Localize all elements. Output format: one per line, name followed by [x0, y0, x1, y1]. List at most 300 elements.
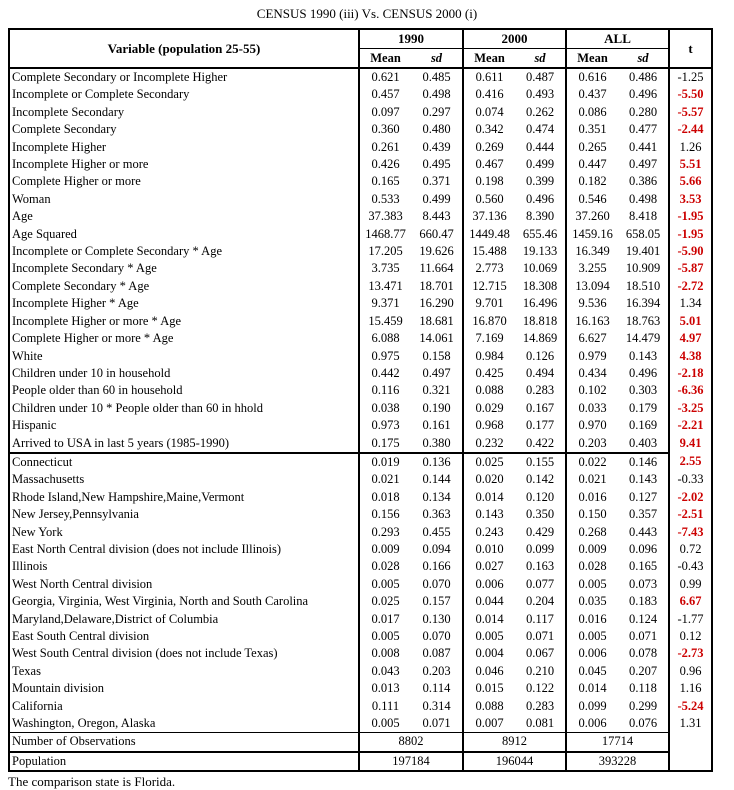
t-value: -3.25: [669, 400, 712, 417]
mean-1990: 0.533: [359, 191, 411, 208]
variable-label: Complete Secondary: [12, 122, 117, 137]
mean-1990: 0.975: [359, 348, 411, 365]
variable-label: Texas: [12, 663, 41, 678]
sd-2000: 0.155: [515, 453, 566, 471]
variable-label: Maryland,Delaware,District of Columbia: [12, 611, 219, 626]
mean-all: 0.086: [566, 104, 618, 121]
sd-1990: 0.499: [422, 191, 451, 206]
sd-all: 0.073: [628, 576, 658, 591]
mean-all: 37.260: [566, 208, 618, 225]
mean-1990: 9.371: [359, 295, 411, 312]
sd-1990: 0.495: [422, 157, 451, 172]
mean-1990: 6.088: [359, 330, 411, 347]
sd-1990: 18.701: [419, 278, 454, 293]
sd-1990: 0.498: [422, 87, 451, 102]
mean-2000: 0.088: [463, 698, 515, 715]
variable-label: Complete Secondary * Age: [12, 278, 150, 293]
sd-all: 0.071: [628, 629, 658, 643]
t-value: 5.66: [669, 173, 712, 190]
mean-2000: 0.004: [463, 645, 515, 662]
t-value: -2.73: [669, 645, 712, 662]
mean-all: 0.203: [566, 435, 618, 453]
table-row: [9, 173, 712, 190]
t-value: -7.43: [669, 524, 712, 541]
sd-all: 8.418: [628, 209, 658, 224]
column-header-t: t: [669, 29, 712, 68]
mean-all: 0.150: [566, 506, 618, 523]
t-empty-cell: [669, 733, 712, 771]
variable-label: Incomplete or Complete Secondary: [12, 87, 190, 102]
t-value: 4.38: [669, 348, 712, 365]
mean-2000: 0.243: [463, 524, 515, 541]
sd-1990: 0.485: [422, 70, 451, 84]
t-value: -6.36: [669, 382, 712, 399]
t-value: -5.50: [669, 86, 712, 103]
footnote: The comparison state is Florida.: [8, 774, 176, 790]
table-row: [9, 68, 712, 86]
mean-1990: 0.013: [359, 680, 411, 697]
sd-2000: 0.283: [525, 383, 555, 398]
table-row: [9, 86, 712, 103]
mean-2000: 0.020: [463, 471, 515, 488]
sd-all: 0.496: [628, 365, 658, 380]
sd-2000: 0.204: [525, 594, 555, 609]
mean-2000: 16.870: [463, 313, 515, 330]
sd-all: 0.299: [628, 698, 658, 713]
mean-1990: 0.009: [359, 541, 411, 558]
variable-label: East North Central division (does not include Illinois): [12, 541, 282, 556]
t-value: -2.72: [669, 278, 712, 295]
t-value: -2.21: [669, 417, 712, 434]
variable-label: White: [12, 348, 43, 363]
mean-1990: 0.175: [359, 435, 411, 453]
mean-all: 0.437: [566, 86, 618, 103]
summary-1990: 197184: [359, 752, 463, 771]
sd-all: 0.183: [628, 594, 658, 609]
sd-1990: 0.070: [422, 629, 451, 643]
mean-all: 0.006: [566, 715, 618, 733]
sd-all: 0.357: [628, 507, 658, 522]
sd-2000: 0.474: [525, 122, 555, 137]
sd-2000: 0.499: [525, 157, 555, 172]
sd-1990: 0.439: [422, 139, 451, 154]
sd-1990: 0.314: [422, 698, 451, 713]
sd-2000: 0.493: [525, 87, 555, 102]
table-row: [9, 191, 712, 208]
summary-2000: 8912: [463, 733, 566, 752]
sd-2000: 0.177: [525, 418, 555, 433]
column-header-sd-all: sd: [618, 49, 669, 69]
t-value: 5.01: [669, 313, 712, 330]
mean-1990: 0.018: [359, 489, 411, 506]
sd-1990: 0.094: [422, 541, 451, 556]
mean-1990: 0.043: [359, 663, 411, 680]
page-title: CENSUS 1990 (iii) Vs. CENSUS 2000 (i): [256, 6, 478, 21]
mean-1990: 0.973: [359, 417, 411, 434]
sd-1990: 0.166: [422, 559, 451, 574]
mean-1990: 0.025: [359, 593, 411, 610]
variable-label: Complete Secondary or Incomplete Higher: [12, 70, 228, 84]
sd-1990: 0.161: [422, 418, 451, 433]
table-row: [9, 417, 712, 434]
sd-all: 0.143: [628, 472, 658, 487]
mean-all: 0.447: [566, 156, 618, 173]
table-row: [9, 156, 712, 173]
column-header-sd-1990: sd: [411, 49, 463, 69]
mean-2000: 1449.48: [463, 226, 515, 243]
sd-all: 0.179: [628, 400, 658, 415]
variable-label: Illinois: [12, 559, 48, 574]
sd-all: 18.510: [625, 278, 661, 293]
sd-1990: 14.061: [419, 331, 454, 346]
sd-1990: 0.480: [422, 122, 451, 137]
sd-all: 0.303: [628, 383, 658, 398]
column-header-sd-2000: sd: [515, 49, 566, 69]
mean-2000: 0.198: [463, 173, 515, 190]
mean-1990: 0.038: [359, 400, 411, 417]
variable-label: Arrived to USA in last 5 years (1985-1990): [12, 435, 229, 450]
mean-2000: 0.074: [463, 104, 515, 121]
mean-all: 0.546: [566, 191, 618, 208]
mean-2000: 0.611: [463, 68, 515, 86]
sd-1990: 0.380: [422, 435, 451, 450]
t-value: -1.25: [669, 68, 712, 86]
sd-all: 0.403: [628, 435, 658, 450]
mean-2000: 0.269: [463, 139, 515, 156]
sd-all: 658.05: [625, 226, 661, 241]
mean-1990: 0.111: [359, 698, 411, 715]
sd-all: 0.124: [628, 611, 658, 626]
mean-2000: 0.005: [463, 628, 515, 645]
mean-2000: 0.029: [463, 400, 515, 417]
mean-all: 0.022: [566, 453, 618, 471]
t-value: -2.44: [669, 121, 712, 138]
sd-2000: 16.496: [522, 296, 558, 311]
t-value: 2.55: [669, 453, 712, 471]
table-row: [9, 524, 712, 541]
census-comparison-table: [8, 28, 713, 772]
column-header-mean-1990: Mean: [359, 49, 411, 69]
mean-1990: 15.459: [359, 313, 411, 330]
mean-1990: 0.028: [359, 558, 411, 575]
table-header: [9, 29, 712, 68]
variable-label: Incomplete Higher: [12, 139, 107, 154]
mean-2000: 0.007: [463, 715, 515, 733]
sd-all: 0.076: [628, 716, 658, 731]
sd-all: 16.394: [625, 296, 661, 311]
table-row: [9, 400, 712, 417]
mean-all: 0.006: [566, 645, 618, 662]
sd-1990: 0.136: [411, 453, 463, 471]
sd-all: 0.078: [628, 646, 658, 661]
sd-all: 18.763: [625, 313, 661, 328]
table-row: [9, 471, 712, 488]
mean-1990: 0.021: [359, 471, 411, 488]
table-row: [9, 382, 712, 399]
table-row: [9, 226, 712, 243]
variable-label: People older than 60 in household: [12, 383, 183, 398]
mean-2000: 0.014: [463, 611, 515, 628]
table-row: [9, 453, 712, 471]
sd-2000: 0.496: [525, 191, 555, 206]
table-row: [9, 365, 712, 382]
table-row: [9, 645, 712, 662]
variable-label: Complete Higher or more: [12, 174, 141, 189]
t-value: -1.95: [669, 226, 712, 243]
t-value: -0.33: [669, 471, 712, 488]
mean-all: 0.434: [566, 365, 618, 382]
table-row: [9, 663, 712, 680]
mean-all: 16.163: [566, 313, 618, 330]
sd-2000: 18.818: [522, 313, 558, 328]
sd-all: 0.486: [628, 70, 658, 84]
t-value: -5.24: [669, 698, 712, 715]
sd-1990: 0.144: [422, 472, 451, 487]
table-row: [9, 541, 712, 558]
t-value: -1.95: [669, 208, 712, 225]
summary-row: [9, 733, 712, 752]
mean-2000: 0.046: [463, 663, 515, 680]
mean-2000: 0.342: [463, 121, 515, 138]
summary-row: [9, 752, 712, 771]
table-row: [9, 348, 712, 365]
sd-1990: 18.681: [419, 313, 454, 328]
variable-label: Age: [12, 209, 33, 224]
sd-2000: 0.067: [525, 646, 555, 661]
t-value: 5.51: [669, 156, 712, 173]
mean-2000: 0.025: [463, 453, 515, 471]
sd-1990: 0.134: [422, 489, 451, 504]
mean-1990: 13.471: [359, 278, 411, 295]
table-row: [9, 104, 712, 121]
sd-2000: 0.262: [525, 104, 555, 119]
sd-all: 0.498: [628, 191, 658, 206]
sd-1990: 0.190: [422, 400, 451, 415]
sd-2000: 0.422: [525, 435, 555, 450]
sd-1990: 0.371: [422, 174, 451, 189]
sd-2000: 8.390: [525, 209, 555, 224]
mean-all: 13.094: [566, 278, 618, 295]
sd-2000: 0.163: [525, 559, 555, 574]
mean-2000: 0.984: [463, 348, 515, 365]
mean-all: 0.979: [566, 348, 618, 365]
mean-all: 9.536: [566, 295, 618, 312]
variable-label: Mountain division: [12, 681, 105, 696]
variable-label: Rhode Island,New Hampshire,Maine,Vermont: [12, 489, 245, 504]
sd-2000: 0.120: [525, 489, 555, 504]
mean-2000: 12.715: [463, 278, 515, 295]
mean-1990: 0.005: [359, 576, 411, 593]
table-body: [9, 68, 712, 771]
mean-all: 0.616: [566, 68, 618, 86]
sd-2000: 0.494: [525, 365, 555, 380]
sd-2000: 0.399: [525, 174, 555, 189]
mean-1990: 0.017: [359, 611, 411, 628]
mean-1990: 0.621: [359, 68, 411, 86]
mean-1990: 0.019: [359, 453, 411, 471]
table-row: [9, 313, 712, 330]
mean-2000: 0.968: [463, 417, 515, 434]
mean-all: 0.009: [566, 541, 618, 558]
sd-2000: 0.167: [525, 400, 555, 415]
variable-label: Georgia, Virginia, West Virginia, North and South Carolina: [12, 594, 309, 609]
mean-2000: 7.169: [463, 330, 515, 347]
column-header-mean-2000: Mean: [463, 49, 515, 69]
mean-1990: 0.005: [359, 715, 411, 733]
variable-label: Incomplete Higher or more: [12, 157, 149, 172]
t-value: 0.12: [669, 628, 712, 645]
sd-2000: 0.350: [525, 507, 555, 522]
sd-all: 0.096: [628, 541, 658, 556]
mean-all: 0.005: [566, 628, 618, 645]
variable-label: Woman: [12, 191, 51, 206]
sd-2000: 19.133: [522, 244, 558, 259]
column-group-2000: 2000: [463, 29, 566, 49]
sd-all: 0.497: [628, 157, 658, 172]
mean-all: 0.351: [566, 121, 618, 138]
sd-1990: 11.664: [419, 261, 454, 276]
table-row: [9, 506, 712, 523]
mean-2000: 2.773: [463, 260, 515, 277]
t-value: -2.02: [669, 489, 712, 506]
t-value: 0.99: [669, 576, 712, 593]
sd-1990: 19.626: [419, 244, 454, 259]
variable-label: Hispanic: [12, 418, 57, 433]
t-value: 1.31: [669, 715, 712, 733]
table-row: [9, 558, 712, 575]
mean-2000: 0.015: [463, 680, 515, 697]
t-value: -5.87: [669, 260, 712, 277]
mean-2000: 0.425: [463, 365, 515, 382]
variable-label: Washington, Oregon, Alaska: [12, 716, 156, 731]
variable-label: Incomplete Secondary * Age: [12, 261, 157, 276]
mean-all: 0.265: [566, 139, 618, 156]
summary-all: 17714: [566, 733, 669, 752]
sd-1990: 0.087: [422, 646, 451, 661]
mean-all: 6.627: [566, 330, 618, 347]
variable-label: Children under 10 * People older than 60 in hhold: [12, 400, 264, 415]
table-row: [9, 435, 712, 453]
sd-1990: 0.497: [422, 365, 451, 380]
mean-2000: 9.701: [463, 295, 515, 312]
t-value: 0.72: [669, 541, 712, 558]
sd-1990: 0.455: [422, 524, 451, 539]
mean-2000: 0.467: [463, 156, 515, 173]
sd-1990: 16.290: [419, 296, 454, 311]
t-value: 4.97: [669, 330, 712, 347]
mean-all: 16.349: [566, 243, 618, 260]
t-value: -0.43: [669, 558, 712, 575]
sd-1990: 0.114: [422, 681, 451, 696]
mean-1990: 0.008: [359, 645, 411, 662]
mean-all: 0.021: [566, 471, 618, 488]
variable-label: West South Central division (does not include Texas): [12, 646, 278, 661]
mean-all: 1459.16: [566, 226, 618, 243]
t-value: 6.67: [669, 593, 712, 610]
variable-label: Age Squared: [12, 226, 77, 241]
table-row: [9, 628, 712, 645]
mean-1990: 0.426: [359, 156, 411, 173]
column-header-variable: Variable (population 25-55): [9, 29, 359, 68]
column-group-1990: 1990: [359, 29, 463, 49]
sd-all: 0.127: [628, 489, 658, 504]
variable-label: Connecticut: [9, 453, 359, 471]
variable-label: New Jersey,Pennsylvania: [12, 507, 139, 522]
summary-2000: 196044: [463, 752, 566, 771]
table-row: [9, 715, 712, 733]
sd-1990: 0.203: [422, 663, 451, 678]
sd-all: 19.401: [625, 244, 661, 259]
mean-2000: 0.560: [463, 191, 515, 208]
mean-2000: 0.416: [463, 86, 515, 103]
column-header-mean-all: Mean: [566, 49, 618, 69]
mean-all: 0.182: [566, 173, 618, 190]
mean-2000: 0.044: [463, 593, 515, 610]
mean-1990: 0.293: [359, 524, 411, 541]
sd-all: 0.143: [628, 348, 658, 363]
sd-2000: 0.071: [525, 629, 555, 643]
table-row: [9, 121, 712, 138]
table-row: [9, 611, 712, 628]
mean-all: 0.028: [566, 558, 618, 575]
mean-all: 0.016: [566, 489, 618, 506]
sd-2000: 18.308: [522, 278, 558, 293]
sd-2000: 0.429: [525, 524, 555, 539]
sd-all: 0.496: [628, 87, 658, 102]
variable-label: East South Central division: [12, 629, 150, 643]
sd-all: 0.441: [628, 139, 658, 154]
mean-1990: 0.261: [359, 139, 411, 156]
sd-1990: 0.070: [422, 576, 451, 591]
summary-all: 393228: [566, 752, 669, 771]
t-value: -2.18: [669, 365, 712, 382]
mean-all: 0.102: [566, 382, 618, 399]
table-row: [9, 243, 712, 260]
mean-2000: 0.088: [463, 382, 515, 399]
sd-2000: 655.46: [522, 226, 558, 241]
mean-2000: 15.488: [463, 243, 515, 260]
mean-all: 0.099: [566, 698, 618, 715]
mean-2000: 0.006: [463, 576, 515, 593]
t-value: -5.90: [669, 243, 712, 260]
sd-1990: 8.443: [422, 209, 451, 224]
sd-2000: 0.444: [525, 139, 555, 154]
sd-all: 0.169: [628, 418, 658, 433]
sd-all: 0.477: [628, 122, 658, 137]
variable-label: New York: [12, 524, 63, 539]
table-row: [9, 330, 712, 347]
variable-label: Complete Higher or more * Age: [12, 331, 174, 346]
sd-2000: 0.117: [526, 611, 554, 626]
mean-1990: 0.360: [359, 121, 411, 138]
sd-1990: 0.363: [422, 507, 451, 522]
sd-1990: 0.130: [422, 611, 451, 626]
t-value: -5.57: [669, 104, 712, 121]
sd-all: 0.207: [628, 663, 658, 678]
summary-label: Number of Observations: [9, 733, 359, 752]
sd-1990: 0.297: [422, 104, 451, 119]
mean-all: 0.268: [566, 524, 618, 541]
t-value: 9.41: [669, 435, 712, 453]
sd-2000: 0.122: [525, 681, 555, 696]
mean-2000: 0.014: [463, 489, 515, 506]
sd-2000: 14.869: [522, 331, 558, 346]
mean-1990: 0.097: [359, 104, 411, 121]
t-value: 1.16: [669, 680, 712, 697]
t-value: 1.26: [669, 139, 712, 156]
variable-label: California: [12, 698, 63, 713]
sd-2000: 0.099: [525, 541, 555, 556]
